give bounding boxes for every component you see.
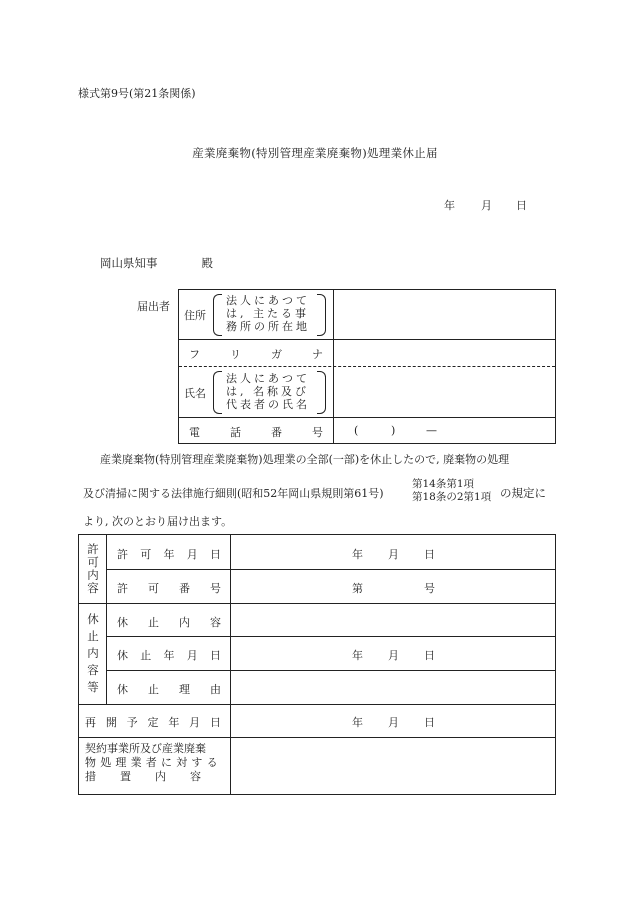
permit-date-input[interactable] <box>231 535 555 569</box>
measures-input[interactable] <box>231 738 555 794</box>
suspension-group-label: 休 止 内 容 等 <box>87 612 99 694</box>
name-label: 氏名 <box>184 387 206 400</box>
measures-label: 契約事業所及び産業廃棄 物処理業者に対する 措置内容 <box>85 742 225 783</box>
permit-number-label: 許 可 番 号 <box>117 582 221 595</box>
furigana-label: フ リ ガ ナ <box>189 348 323 361</box>
body-line-3: より, 次のとおり届け出ます。 <box>83 515 233 528</box>
address-input[interactable] <box>334 290 555 339</box>
suspend-date-label: 休 止 年 月 日 <box>117 649 221 662</box>
permit-date-day: 日 <box>424 548 435 561</box>
permit-date-label: 許 可 年 月 日 <box>117 548 221 561</box>
suspend-reason-input[interactable] <box>231 671 555 704</box>
date-month-label: 月 <box>481 199 492 212</box>
applicant-table <box>178 289 556 444</box>
suspend-date-day: 日 <box>424 649 435 662</box>
suspend-date-month: 月 <box>388 649 399 662</box>
body-line-2: 及び清掃に関する法律施行細則(昭和52年岡山県規則第61号) <box>83 487 384 500</box>
body-line-1: 産業廃棄物(特別管理産業廃棄物)処理業の全部(一部)を休止したので, 廃棄物の処理 <box>100 453 510 466</box>
resume-date-year: 年 <box>352 716 363 729</box>
body-line-2-tail: の規定に <box>500 486 546 500</box>
applicant-label: 届出者 <box>137 300 170 313</box>
suspend-reason-label: 休 止 理 由 <box>117 683 221 696</box>
permit-date-year: 年 <box>352 548 363 561</box>
resume-date-label: 再 開 予 定 年 月 日 <box>85 716 221 729</box>
suspend-content-label: 休 止 内 容 <box>117 616 221 629</box>
permit-date-month: 月 <box>388 548 399 561</box>
document-title: 産業廃棄物(特別管理産業廃棄物)処理業休止届 <box>192 146 438 160</box>
permit-number-suffix: 号 <box>424 582 435 595</box>
phone-label: 電 話 番 号 <box>189 426 323 439</box>
address-note: 法人にあつて は, 主たる事 務所の所在地 <box>226 294 310 333</box>
addressee-honorific: 殿 <box>201 256 213 270</box>
suspend-content-input[interactable] <box>231 604 555 636</box>
resume-date-input[interactable] <box>231 705 555 737</box>
suspend-date-year: 年 <box>352 649 363 662</box>
phone-dash: — <box>426 424 437 437</box>
suspend-date-input[interactable] <box>231 637 555 670</box>
phone-open-paren: ( <box>354 424 359 437</box>
resume-date-day: 日 <box>424 716 435 729</box>
date-year-label: 年 <box>444 199 455 212</box>
permit-group-label: 許 可 内 容 <box>87 542 99 595</box>
name-input[interactable] <box>334 367 555 417</box>
permit-number-input[interactable] <box>231 570 555 603</box>
furigana-input[interactable] <box>334 340 555 366</box>
addressee <box>100 255 213 271</box>
resume-date-month: 月 <box>388 716 399 729</box>
name-note: 法人にあつて は, 名称及び 代表者の氏名 <box>226 372 310 411</box>
date-day-label: 日 <box>516 199 527 212</box>
addressee-name: 岡山県知事 <box>100 256 158 270</box>
phone-input[interactable] <box>334 418 555 444</box>
form-number: 様式第9号(第21条関係) <box>78 87 196 100</box>
permit-number-prefix: 第 <box>352 582 363 595</box>
law-article-refs: 第14条第1項 第18条の2第1項 <box>412 478 492 503</box>
address-label: 住所 <box>184 309 206 322</box>
suspension-table <box>78 534 556 795</box>
phone-close-paren: ) <box>391 424 396 437</box>
